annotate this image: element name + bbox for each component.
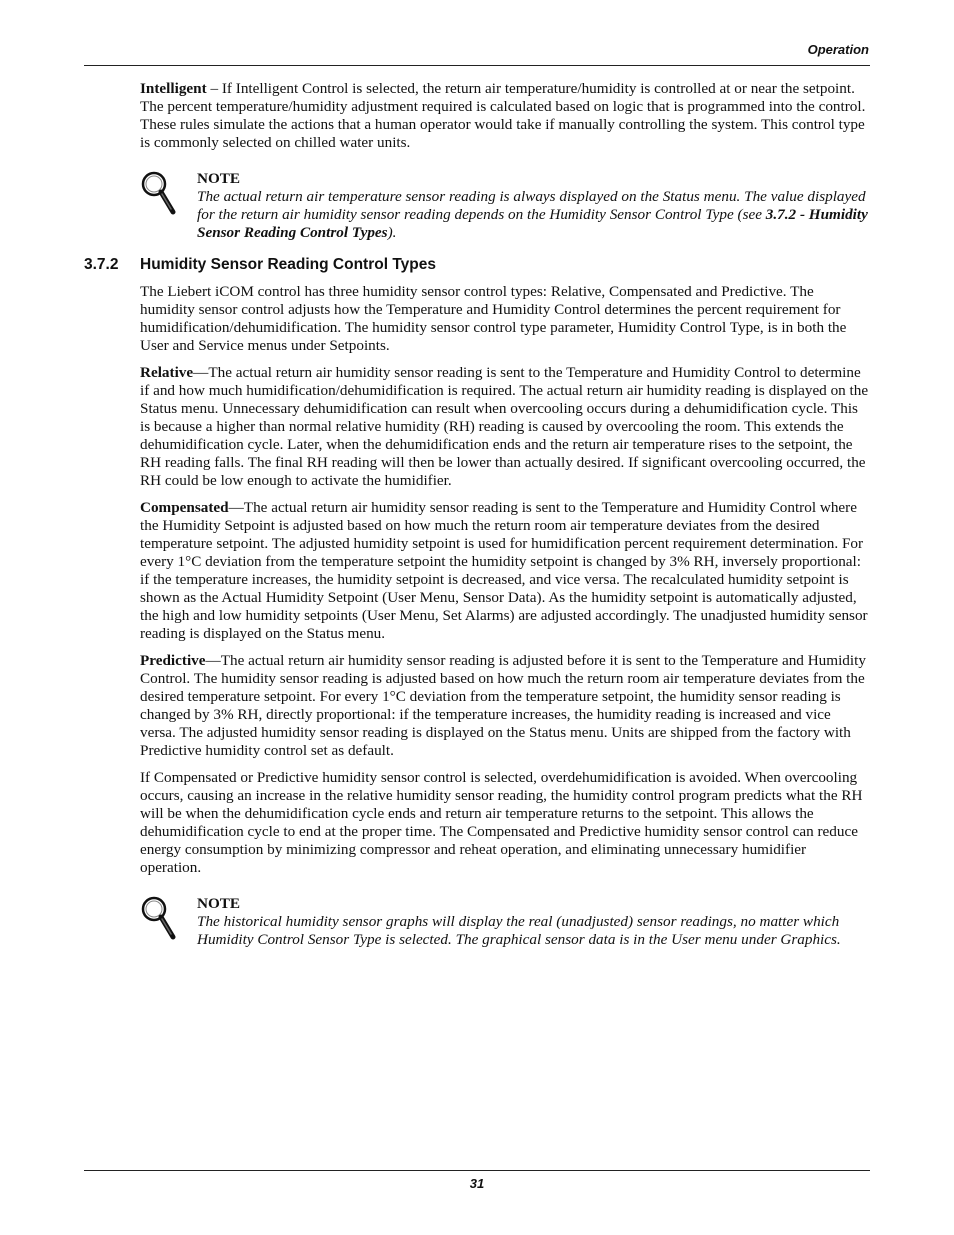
compensated-paragraph [140, 499, 870, 643]
magnifier-icon [140, 895, 176, 941]
running-header: Operation [807, 42, 869, 57]
note-box-2 [140, 895, 870, 949]
page-body [84, 80, 870, 959]
note-box-1 [140, 170, 870, 242]
predictive-paragraph [140, 652, 870, 760]
note-text [197, 188, 870, 242]
page-number: 31 [469, 1176, 485, 1191]
footer-rule [84, 1170, 870, 1171]
predictive-lead: Predictive [140, 652, 206, 669]
note-text: The historical humidity sensor graphs will display the real (unadjusted) sensor readings, no matter which Humidity Control Sensor Type is selected. The graphical sensor data is in the User menu under Graphics. [197, 913, 841, 948]
compensated-lead: Compensated [140, 499, 229, 516]
intro-lead: Intelligent [140, 80, 207, 97]
header-rule [84, 65, 870, 66]
note-title: NOTE [197, 170, 241, 187]
relative-paragraph [140, 364, 870, 490]
closing-paragraph: If Compensated or Predictive humidity sensor control is selected, overdehumidification is avoided. When overcooling occurs, causing an increase in the relative humidity sensor reading, the humidity control program predicts what the RH will be when the dehumidification cycle ends and return air temperature returns to the setpoint. This allows the dehumidification cycle to end at the proper time. The Compensated and Predictive humidity sensor control can reduce energy consumption by minimizing compressor and reheat operation, and eliminating unnecessary humidifier operation. [140, 769, 863, 876]
relative-lead: Relative [140, 364, 194, 381]
overview-paragraph: The Liebert iCOM control has three humidity sensor control types: Relative, Compensated and Predictive. The humidity sensor control adjusts how the Temperature and Humidity Control determines the percent requirement for humidification/dehumidification. The humidity sensor control type parameter, Humidity Control Type, is in both the User and Service menus under Setpoints. [140, 283, 847, 354]
section-cross-reference: 3.7.2 - Humidity Sensor Reading Control Types [197, 206, 868, 241]
section-heading [84, 256, 870, 274]
intro-text: – If Intelligent Control is selected, the return air temperature/humidity is controlled at or near the setpoint. The percent temperature/humidity adjustment required is calculated based on logic that is programmed into the control. These rules simulate the actions that a human operator would take if manually controlling the system. This control type is commonly selected on chilled water units. [140, 80, 866, 151]
relative-text: —The actual return air humidity sensor reading is sent to the Temperature and Humidity Control to determine if and how much humidification/dehumidification is required. The actual return air humidity reading is displayed on the Status menu. Unnecessary dehumidification can result when overcooling occurs during a dehumidification cycle. This is because a higher than normal relative humidity (RH) reading is caused by overcooling the room. This extends the dehumidification cycle. Later, when the dehumidification ends and the return air temperature rises to the setpoint, the RH reading falls. The final RH reading will then be lower than actually desired. If significant overcooling occurred, the RH could be low enough to activate the humidifier. [140, 364, 869, 489]
intro-paragraph [140, 80, 870, 152]
note-text-after: ). [387, 224, 397, 241]
compensated-text: —The actual return air humidity sensor reading is sent to the Temperature and Humidity Control where the Humidity Setpoint is adjusted based on how much the return room air temperature deviates from the desired temperature setpoint. The adjusted humidity setpoint is used for humidification percent requirement determination. For every 1°C deviation from the temperature setpoint the humidity setpoint is changed by 3% RH, inversely proportional: if the temperature increases, the humidity setpoint is decreased, and vice versa. The recalculated humidity setpoint is shown as the Actual Humidity Setpoint (User Menu, Sensor Data). As the humidity setpoint is automatically adjusted, the high and low humidity setpoints (User Menu, Set Alarms) are adjusted accordingly. The unadjusted humidity sensor reading is displayed on the Status menu. [140, 499, 868, 642]
predictive-text: —The actual return air humidity sensor reading is adjusted before it is sent to the Temperature and Humidity Control. The humidity sensor reading is adjusted based on how much the return room air temperature deviates from the desired temperature setpoint. For every 1°C deviation from the temperature setpoint, the humidity sensor reading is changed by 3% RH, directly proportional: if the temperature increases, the humidity reading is increased and vice versa. The adjusted humidity sensor reading is displayed on the Status menu. Units are shipped from the factory with Predictive humidity control set as default. [140, 652, 866, 759]
note-text-before: The actual return air temperature sensor reading is always displayed on the Status menu. The value displayed for the return air humidity sensor reading depends on the Humidity Sensor Control Type (see [197, 188, 866, 223]
magnifier-icon [140, 170, 176, 216]
section-title: Humidity Sensor Reading Control Types [140, 256, 436, 273]
note-title: NOTE [197, 895, 241, 912]
section-number: 3.7.2 [84, 256, 119, 273]
